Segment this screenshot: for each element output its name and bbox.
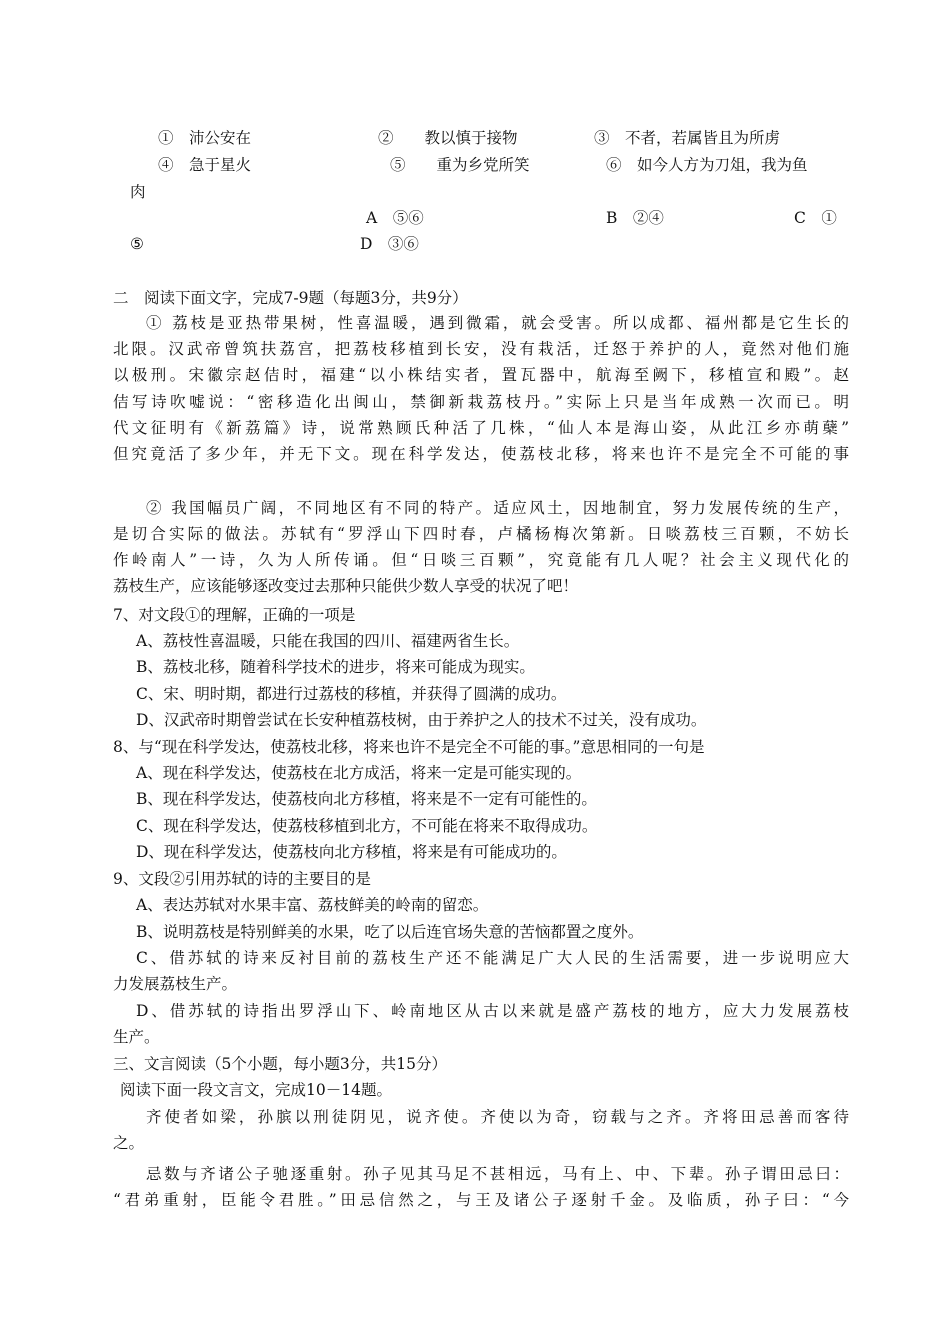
q7-stem: 7、对文段①的理解，正确的一项是 (113, 606, 356, 624)
passage-para2-line3: 作岭南人”一诗，久为人所传诵。但“日啖三百颗”，究竟能有几人呢？社会主义现代化的 (113, 551, 849, 569)
option-6: ⑥ 如今人方为刀俎，我为鱼 (606, 156, 808, 174)
q9-option-c-line2: 力发展荔枝生产。 (113, 975, 238, 993)
classical-para1-line2: 之。 (113, 1134, 145, 1152)
classical-para2-line1: 忌数与齐诸公子驰逐重射。孙子见其马足不甚相远，马有上、中、下辈。孙子谓田忌曰： (146, 1165, 849, 1183)
q7-option-b: B、荔枝北移，随着科学技术的进步，将来可能成为现实。 (136, 658, 535, 676)
section-3-instruction: 阅读下面一段文言文，完成10－14题。 (120, 1081, 392, 1099)
choice-d: D ③⑥ (360, 235, 419, 253)
q7-option-a: A、荔枝性喜温暖，只能在我国的四川、福建两省生长。 (136, 632, 520, 650)
passage-para1-line2: 北限。汉武帝曾筑扶荔宫，把荔枝移植到长安，没有栽活，迁怒于养护的人，竟然对他们施 (113, 340, 849, 358)
option-5: ⑤ 重为乡党所笑 (390, 156, 530, 174)
choice-c-continued: ⑤ (130, 235, 144, 253)
q9-option-b: B、说明荔枝是特别鲜美的水果，吃了以后连官场失意的苦恼都置之度外。 (136, 923, 644, 941)
q7-option-d: D、汉武帝时期曾尝试在长安种植荔枝树，由于养护之人的技术不过关，没有成功。 (136, 711, 707, 729)
classical-para2-line2: “君弟重射，臣能令君胜。”田忌信然之，与王及诸公子逐射千金。及临质，孙子曰：“今 (113, 1191, 849, 1209)
choice-b: B ②④ (606, 209, 664, 227)
q9-option-d-line2: 生产。 (113, 1028, 160, 1046)
option-1: ① 沛公安在 (158, 129, 252, 147)
classical-para1-line1: 齐使者如梁，孙膑以刑徒阴见，说齐使。齐使以为奇，窃载与之齐。齐将田忌善而客待 (146, 1108, 849, 1126)
q8-option-b: B、现在科学发达，使荔枝向北方移植，将来是不一定有可能性的。 (136, 790, 597, 808)
passage-para1-line3: 以极刑。宋徽宗赵佶时，福建“以小株结实者，置瓦器中，航海至阙下，移植宣和殿”。赵 (113, 366, 849, 384)
choice-c: C ① (794, 209, 837, 227)
q9-option-c-line1: C、借苏轼的诗来反衬目前的荔枝生产还不能满足广大人民的生活需要，进一步说明应大 (136, 949, 849, 967)
passage-para2-line2: 是切合实际的做法。苏轼有“罗浮山下四时春，卢橘杨梅次第新。日啖荔枝三百颗，不妨长 (113, 525, 849, 543)
passage-para1-line1: ① 荔枝是亚热带果树，性喜温暖，遇到微霜，就会受害。所以成都、福州都是它生长的 (146, 314, 849, 332)
option-4: ④ 急于星火 (158, 156, 252, 174)
q8-option-d: D、现在科学发达，使荔枝向北方移植，将来是有可能成功的。 (136, 843, 567, 861)
passage-para1-line6: 但究竟活了多少年，并无下文。现在科学发达，使荔枝北移，将来也许不是完全不可能的事 (113, 445, 849, 463)
choice-a: A ⑤⑥ (366, 209, 424, 227)
passage-para1-line5: 代文征明有《新荔篇》诗，说常熟顾氏种活了几株，“仙人本是海山姿，从此江乡亦萌蘖” (113, 419, 849, 437)
q8-option-c: C、现在科学发达，使荔枝移植到北方，不可能在将来不取得成功。 (136, 817, 598, 835)
passage-para1-line4: 佶写诗吹嘘说：“密移造化出闽山，禁御新栽荔枝丹。”实际上只是当年成熟一次而已。明 (113, 393, 849, 411)
option-3: ③ 不者，若属皆且为所虏 (594, 129, 781, 147)
section-3-heading: 三、文言阅读（5个小题，每小题3分，共15分） (113, 1055, 447, 1073)
q9-option-d-line1: D、借苏轼的诗指出罗浮山下、岭南地区从古以来就是盛产荔枝的地方，应大力发展荔枝 (136, 1002, 849, 1020)
q7-option-c: C、宋、明时期，都进行过荔枝的移植，并获得了圆满的成功。 (136, 685, 567, 703)
section-2-heading: 二 阅读下面文字，完成7-9题（每题3分，共9分） (113, 289, 468, 307)
option-6-continued: 肉 (130, 183, 146, 201)
option-2: ② 教以慎于接物 (378, 129, 518, 147)
passage-para2-line1: ② 我国幅员广阔，不同地区有不同的特产。适应风土，因地制宜，努力发展传统的生产， (146, 499, 849, 517)
passage-para2-line4: 荔枝生产，应该能够逐改变过去那种只能供少数人享受的状况了吧！ (113, 577, 579, 595)
q9-stem: 9、文段②引用苏轼的诗的主要目的是 (113, 870, 371, 888)
q8-stem: 8、与“现在科学发达，使荔枝北移，将来也许不是完全不可能的事。”意思相同的一句是 (113, 738, 705, 756)
q9-option-a: A、表达苏轼对水果丰富、荔枝鲜美的岭南的留恋。 (136, 896, 489, 914)
q8-option-a: A、现在科学发达，使荔枝在北方成活，将来一定是可能实现的。 (136, 764, 582, 782)
